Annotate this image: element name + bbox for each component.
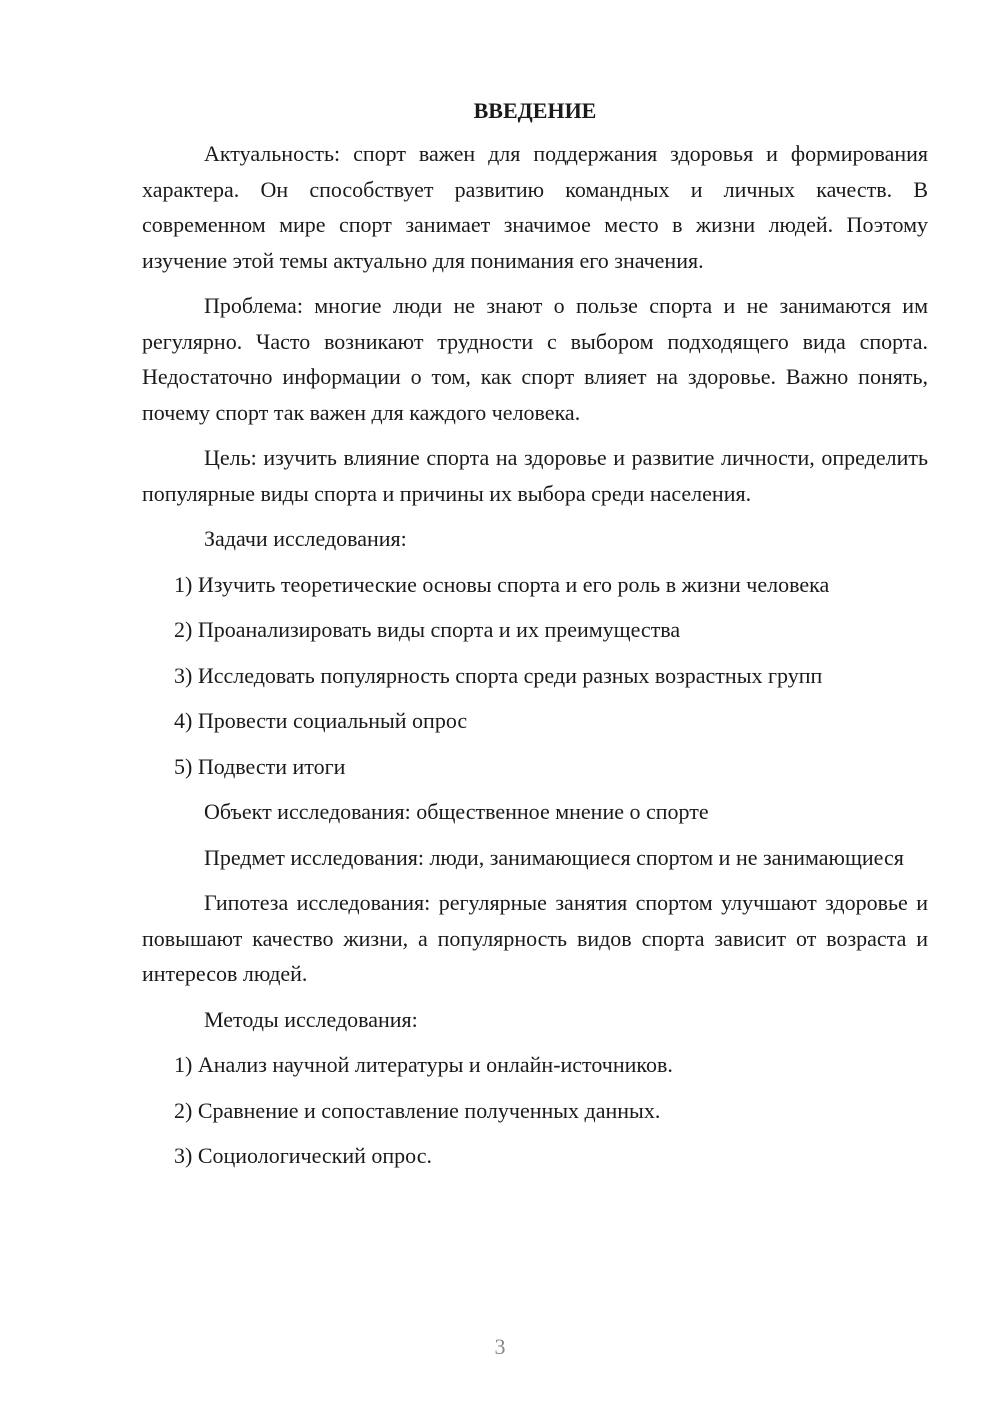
subject-paragraph: Предмет исследования: люди, занимающиеся спортом и не занимающиеся (204, 844, 904, 870)
object-line: Объект исследования: общественное мнение о спорте (204, 799, 709, 824)
relevance-paragraph: Актуальность: спорт важен для поддержания здоровья и формирования характера. Он способствует развитию командных и личных качеств. В современном мире спорт занимает значимое место в жизни людей. Поэтому изучение этой темы актуально для понимания его значения. (142, 141, 928, 273)
tasks-heading: Задачи исследования: (204, 526, 407, 551)
method-item: 2) Сравнение и сопоставление полученных данных. (174, 1097, 661, 1123)
method-item: 1) Анализ научной литературы и онлайн-источников. (174, 1052, 673, 1077)
task-item: 4) Провести социальный опрос (174, 708, 468, 733)
hypothesis-paragraph: Гипотеза исследования: регулярные занятия спортом улучшают здоровье и повышают качество жизни, а популярность видов спорта зависит от возраста и интересов людей. (142, 890, 928, 986)
task-item: 1) Изучить теоретические основы спорта и его роль в жизни человека (174, 571, 830, 597)
page-number: 3 (494, 1334, 506, 1359)
methods-heading: Методы исследования: (204, 1006, 418, 1032)
section-title: ВВЕДЕНИЕ (473, 98, 597, 123)
task-item: 2) Проанализировать виды спорта и их преимущества (174, 617, 681, 642)
problem-paragraph: Проблема: многие люди не знают о пользе спорта и не занимаются им регулярно. Часто возникают трудности с выбором подходящего вида спорта. Недостаточно информации о том, как спорт влияет на здоровье. Важно понять, почему спорт так важен для каждого человека. (142, 293, 928, 425)
task-item: 3) Исследовать популярность спорта среди разных возрастных групп (174, 662, 823, 688)
document-page (142, 96, 928, 1184)
task-item: 5) Подвести итоги (174, 753, 346, 779)
method-item: 3) Социологический опрос. (174, 1143, 432, 1168)
goal-paragraph: Цель: изучить влияние спорта на здоровье и развитие личности, определить популярные виды спорта и причины их выбора среди населения. (142, 445, 928, 506)
